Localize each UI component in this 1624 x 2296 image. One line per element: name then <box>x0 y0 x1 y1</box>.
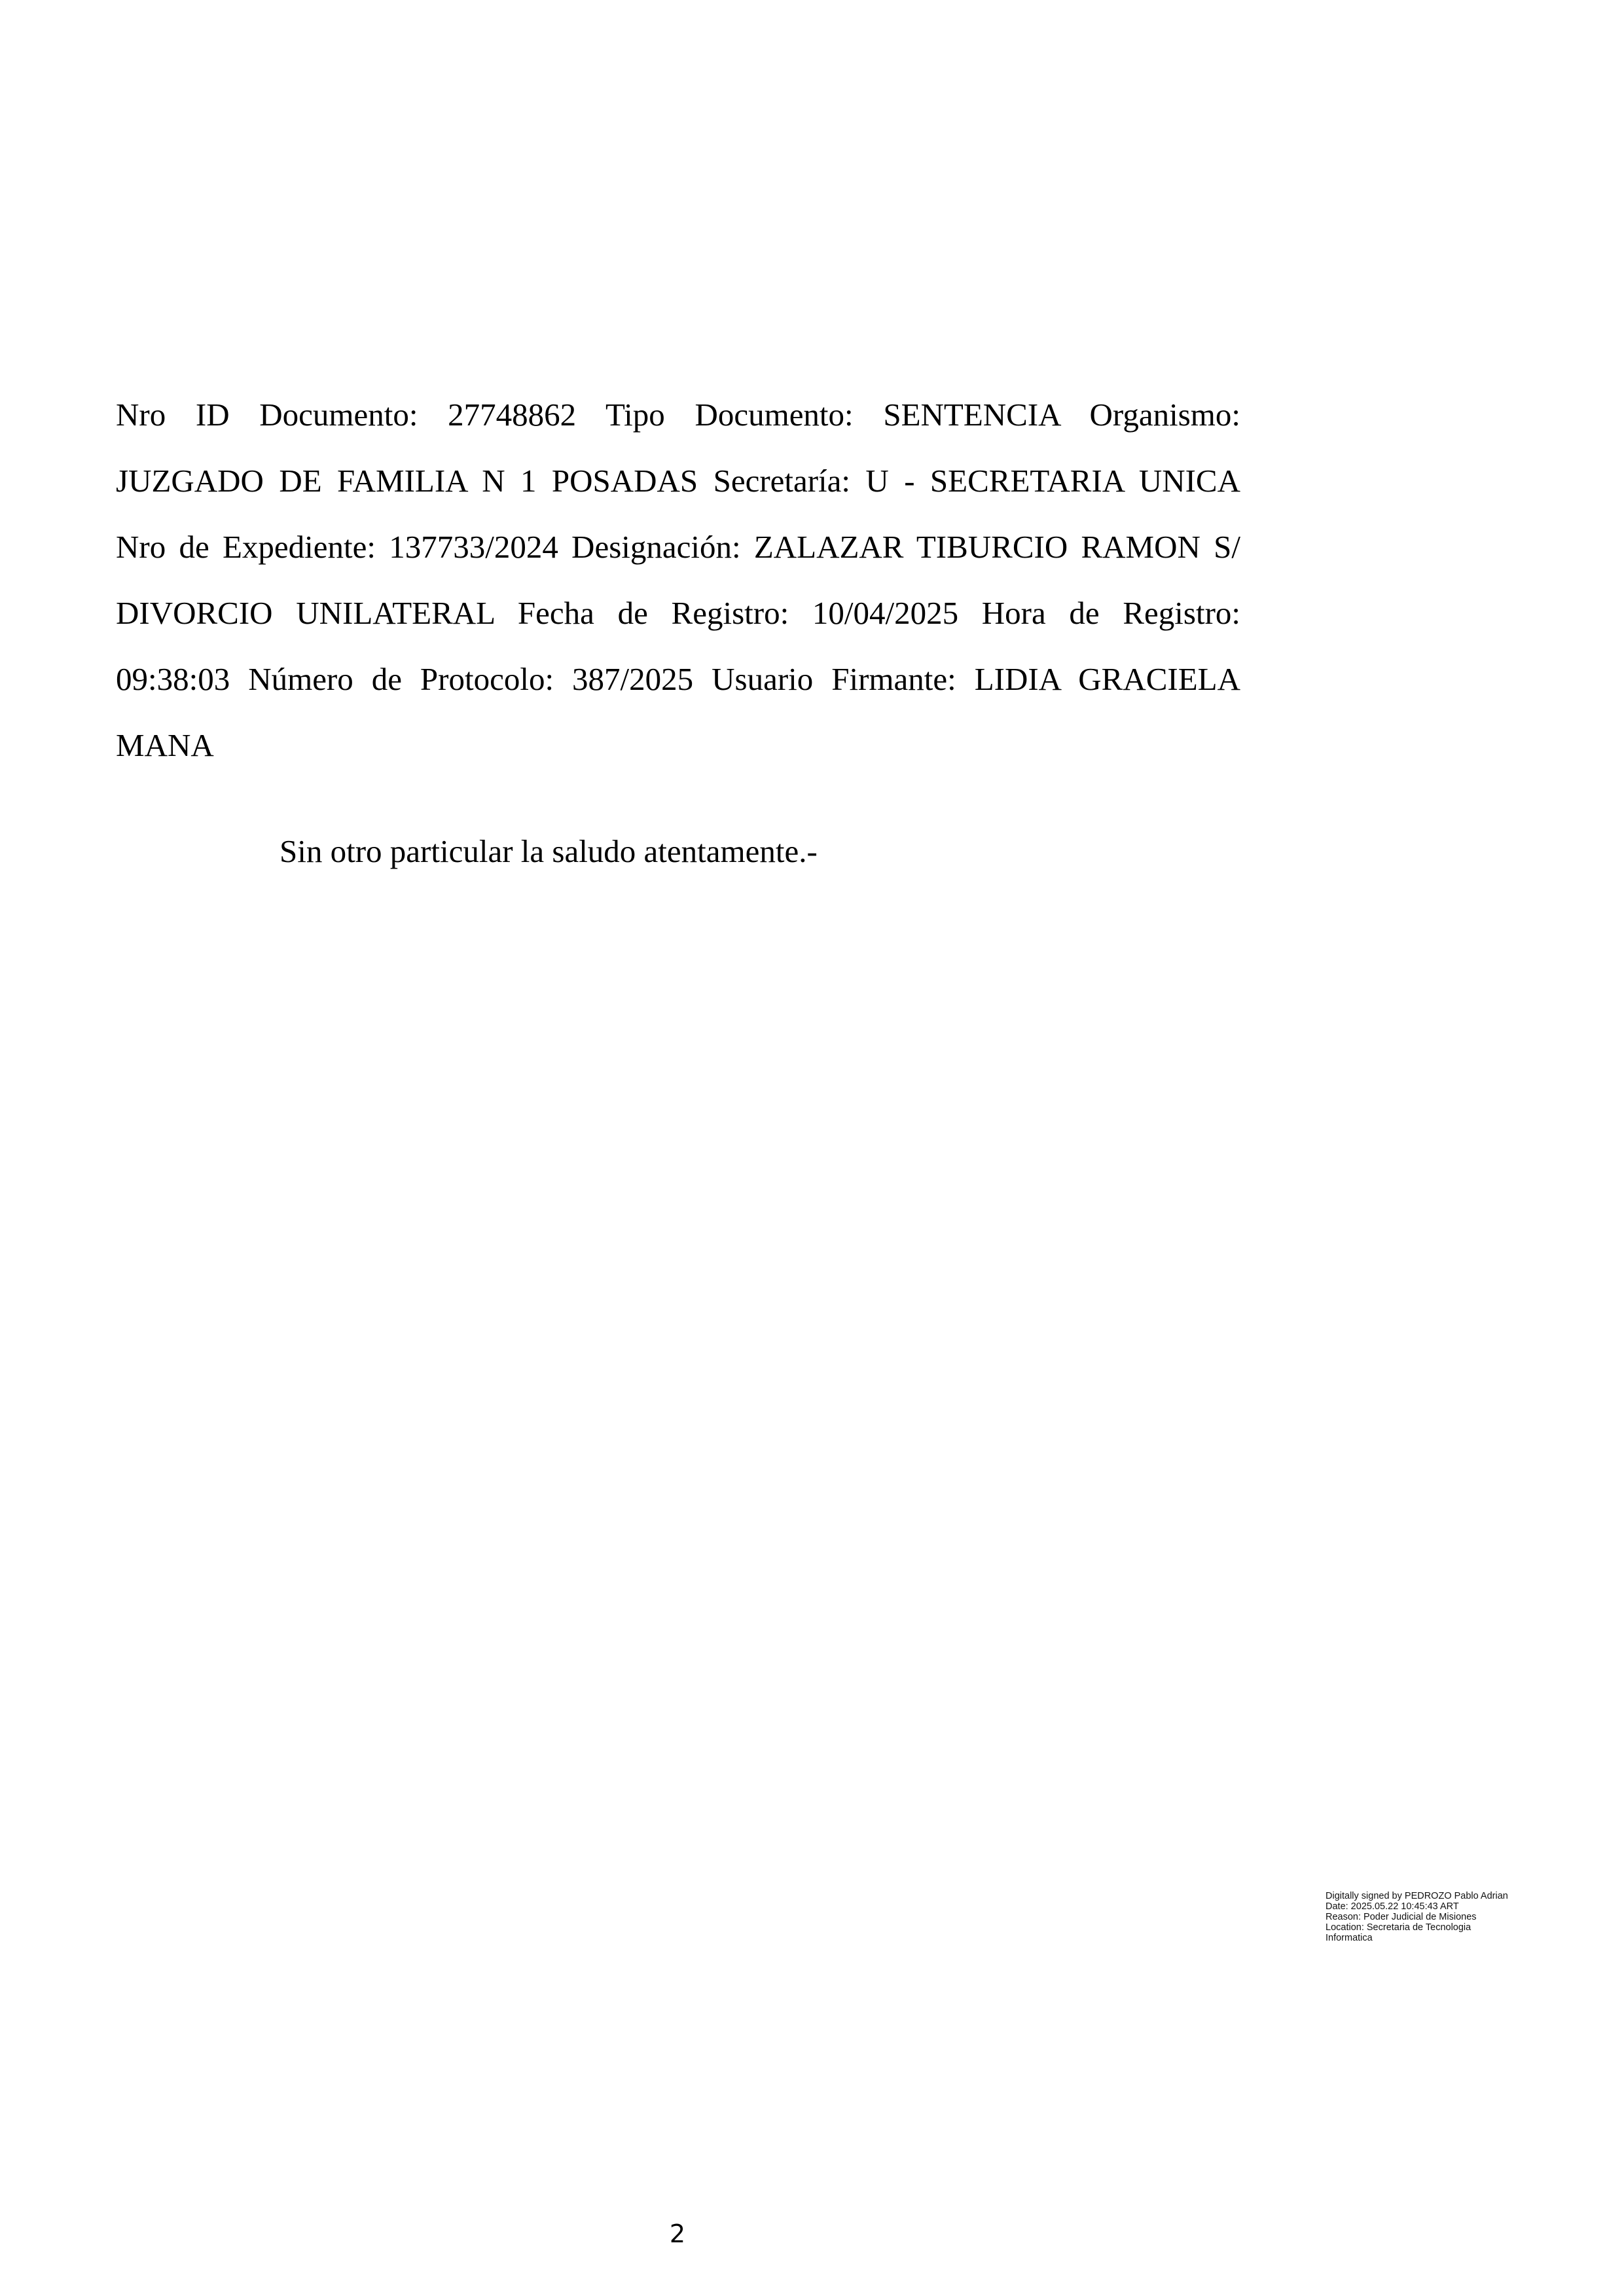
signature-location-cont: Informatica <box>1326 1933 1373 1943</box>
signature-reason: Reason: Poder Judicial de Misiones <box>1326 1912 1477 1922</box>
paragraph-line-2: JUZGADO DE FAMILIA N 1 POSADAS Secretaría: U - SECRETARIA UNICA <box>116 463 1240 499</box>
digital-signature-block <box>1326 1891 1600 1943</box>
paragraph-line-1: Nro ID Documento: 27748862 Tipo Documento: SENTENCIA Organismo: <box>116 397 1240 433</box>
paragraph-line-5: 09:38:03 Número de Protocolo: 387/2025 Usuario Firmante: LIDIA GRACIELA <box>116 661 1240 697</box>
signature-location: Location: Secretaria de Tecnologia <box>1326 1922 1471 1933</box>
paragraph-line-4: DIVORCIO UNILATERAL Fecha de Registro: 10/04/2025 Hora de Registro: <box>116 595 1240 631</box>
closing-salutation: Sin otro particular la saludo atentamente.- <box>280 833 818 869</box>
paragraph-line-6: MANA <box>116 727 214 763</box>
page-number: 2 <box>669 2219 686 2248</box>
document-metadata-paragraph <box>116 382 1240 778</box>
paragraph-line-3: Nro de Expediente: 137733/2024 Designación: ZALAZAR TIBURCIO RAMON S/ <box>116 529 1240 565</box>
signature-signer: Digitally signed by PEDROZO Pablo Adrian <box>1326 1891 1508 1901</box>
signature-date: Date: 2025.05.22 10:45:43 ART <box>1326 1901 1459 1912</box>
